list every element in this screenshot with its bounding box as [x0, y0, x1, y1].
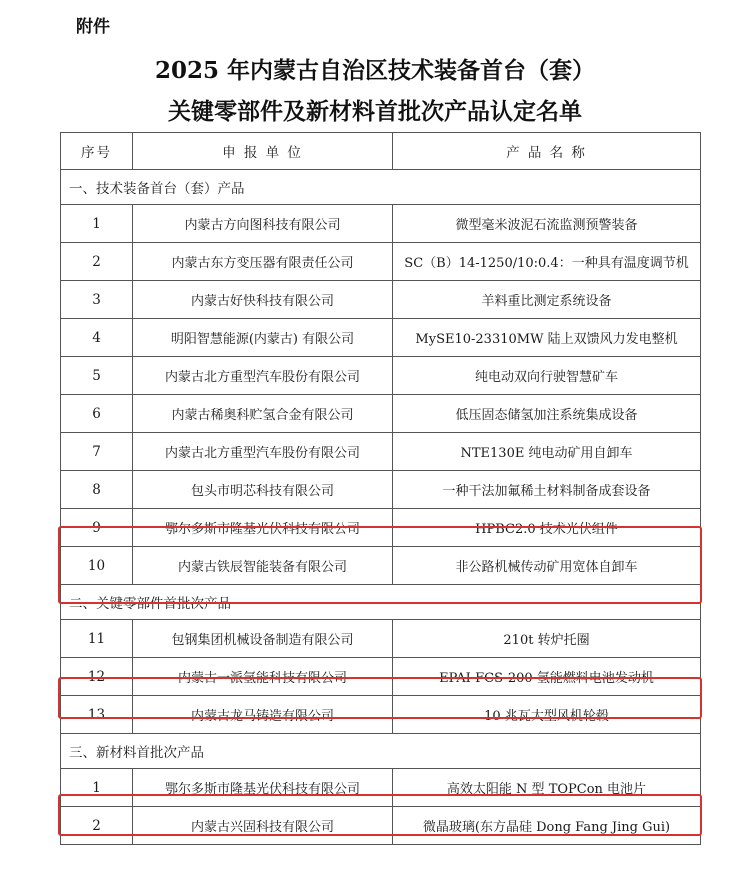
row-index: 11 — [61, 620, 133, 658]
row-unit: 内蒙古东方变压器有限责任公司 — [133, 243, 393, 281]
row-unit: 包头市明芯科技有限公司 — [133, 471, 393, 509]
table-row — [61, 471, 701, 509]
row-index: 8 — [61, 471, 133, 509]
row-unit: 鄂尔多斯市隆基光伏科技有限公司 — [133, 769, 393, 807]
header-product: 产 品 名 称 — [393, 133, 701, 170]
row-unit: 包钢集团机械设备制造有限公司 — [133, 620, 393, 658]
row-product: 一种干法加氟稀土材料制备成套设备 — [393, 471, 701, 509]
row-index: 3 — [61, 281, 133, 319]
table-row — [61, 281, 701, 319]
row-index: 2 — [61, 243, 133, 281]
section-row — [61, 170, 701, 205]
row-index: 2 — [61, 807, 133, 845]
highlight-box-rows-9-10 — [58, 526, 702, 604]
row-index: 4 — [61, 319, 133, 357]
row-unit: 内蒙古铁辰智能装备有限公司 — [133, 547, 393, 585]
header-unit: 申 报 单 位 — [133, 133, 393, 170]
certification-list-table — [60, 132, 701, 845]
row-product: NTE130E 纯电动矿用自卸车 — [393, 433, 701, 471]
row-index: 1 — [61, 769, 133, 807]
row-product: 微晶玻璃(东方晶硅 Dong Fang Jing Gui) — [393, 807, 701, 845]
row-index: 12 — [61, 658, 133, 696]
row-unit: 鄂尔多斯市隆基光伏科技有限公司 — [133, 509, 393, 547]
table-row — [61, 243, 701, 281]
table-row — [61, 319, 701, 357]
section-title: 一、技术装备首台（套）产品 — [61, 170, 701, 205]
row-unit: 内蒙古北方重型汽车股份有限公司 — [133, 357, 393, 395]
highlight-box-row-12 — [58, 677, 702, 719]
header-index: 序号 — [61, 133, 133, 170]
attachment-label: 附件 — [76, 17, 110, 37]
row-unit: 内蒙古一派氢能科技有限公司 — [133, 658, 393, 696]
row-product: HPBC2.0 技术光伏组件 — [393, 509, 701, 547]
table-header-row — [61, 133, 701, 170]
row-product: 低压固态储氢加注系统集成设备 — [393, 395, 701, 433]
table-row — [61, 433, 701, 471]
row-index: 10 — [61, 547, 133, 585]
row-index: 9 — [61, 509, 133, 547]
row-unit: 内蒙古好快科技有限公司 — [133, 281, 393, 319]
row-product: EPAI-FCS-200 氢能燃料电池发动机 — [393, 658, 701, 696]
row-unit: 内蒙古稀奥科贮氢合金有限公司 — [133, 395, 393, 433]
row-product: SC（B）14-1250/10:0.4：一种具有温度调节机 — [393, 243, 701, 281]
row-index: 13 — [61, 696, 133, 734]
section-title: 二、关键零部件首批次产品 — [61, 585, 701, 620]
table-row — [61, 620, 701, 658]
row-product: 非公路机械传动矿用宽体自卸车 — [393, 547, 701, 585]
row-unit: 明阳智慧能源(内蒙古) 有限公司 — [133, 319, 393, 357]
row-index: 7 — [61, 433, 133, 471]
row-index: 6 — [61, 395, 133, 433]
row-index: 5 — [61, 357, 133, 395]
row-unit: 内蒙古北方重型汽车股份有限公司 — [133, 433, 393, 471]
table-row — [61, 395, 701, 433]
section-title: 三、新材料首批次产品 — [61, 734, 701, 769]
row-unit: 内蒙古方向图科技有限公司 — [133, 205, 393, 243]
section-row — [61, 734, 701, 769]
row-product: 高效太阳能 N 型 TOPCon 电池片 — [393, 769, 701, 807]
row-product: 210t 转炉托圈 — [393, 620, 701, 658]
document-title-line-2: 关键零部件及新材料首批次产品认定名单 — [168, 98, 582, 125]
table-row — [61, 357, 701, 395]
row-product: 微型毫米波泥石流监测预警装备 — [393, 205, 701, 243]
row-product: 羊料重比测定系统设备 — [393, 281, 701, 319]
row-unit: 内蒙古龙马铸造有限公司 — [133, 696, 393, 734]
row-product: 10 兆瓦大型风机轮毂 — [393, 696, 701, 734]
row-unit: 内蒙古兴固科技有限公司 — [133, 807, 393, 845]
document-title-line-1: 2025 年内蒙古自治区技术装备首台（套） — [154, 57, 596, 84]
row-product: MySE10-23310MW 陆上双馈风力发电整机 — [393, 319, 701, 357]
row-product: 纯电动双向行驶智慧矿车 — [393, 357, 701, 395]
highlight-box-new-material-row-1 — [58, 794, 702, 836]
row-index: 1 — [61, 205, 133, 243]
table-row — [61, 205, 701, 243]
